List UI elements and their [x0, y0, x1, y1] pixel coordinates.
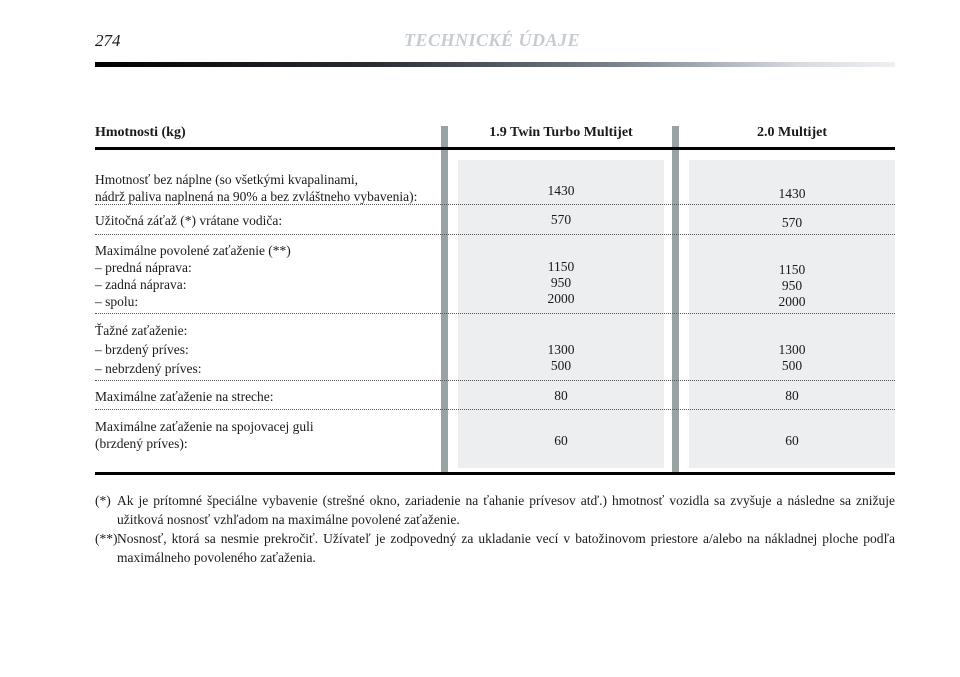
column-2-background: [689, 160, 895, 468]
column-1-background: [458, 160, 664, 468]
row-label-ball-load: Maximálne zaťaženie na spojovacej guli (brzdený príves):: [95, 419, 314, 451]
row-divider: [95, 204, 895, 205]
row-value-max-load-col1: 1150 950 2000: [547, 259, 575, 306]
row-value-roof-load-col2: 80: [785, 388, 799, 403]
table-bottom-rule: [95, 472, 895, 475]
footnote-1: [95, 491, 895, 529]
table-header-col2: 2.0 Multijet: [757, 125, 827, 140]
footnote-2-mark: (**): [95, 531, 118, 546]
chapter-title: TECHNICKÉ ÚDAJE: [404, 30, 581, 50]
row-label-max-load: Maximálne povolené zaťaženie (**) – predná náprava: – zadná náprava: – spolu:: [95, 243, 291, 309]
row-value-payload-col1: 570: [550, 212, 572, 227]
footnote-2: [95, 529, 895, 567]
row-value-towing-col2: 1300 500: [778, 342, 806, 373]
row-label-towing: Ťažné zaťaženie: – brzdený príves: – nebrzdený príves:: [95, 323, 202, 376]
row-divider: [95, 409, 895, 410]
column-separator-2: [672, 126, 679, 474]
column-separator-1: [441, 126, 448, 474]
row-value-empty-weight-col2: 1430: [778, 186, 806, 201]
table-header-label: Hmotnosti (kg): [95, 125, 186, 140]
table-header-col1: 1.9 Twin Turbo Multijet: [489, 125, 633, 140]
row-value-roof-load-col1: 80: [554, 388, 568, 403]
row-value-max-load-col2: 1150 950 2000: [778, 262, 806, 309]
page-number: 274: [95, 31, 121, 50]
footnotes: [95, 491, 895, 567]
header-gradient-rule: [95, 62, 895, 67]
row-value-ball-load-col1: 60: [554, 433, 568, 448]
row-label-payload: Užitočná záťaž (*) vrátane vodiča:: [95, 213, 283, 228]
row-label-empty-weight: Hmotnosť bez náplne (so všetkými kvapalinami, nádrž paliva naplnená na 90% a bez zvláštneho vybavenia):: [95, 172, 418, 204]
row-value-towing-col1: 1300 500: [547, 342, 575, 373]
footnote-2-text: Nosnosť, ktorá sa nesmie prekročiť. Užívateľ je zodpovedný za ukladanie vecí v batožinovom priestore a/alebo na nákladnej ploche podľa maximálneho povoleného zaťaženia.: [117, 531, 895, 565]
table-header-rule: [95, 147, 895, 150]
row-divider: [95, 313, 895, 314]
row-divider: [95, 234, 895, 235]
footnote-1-text: Ak je prítomné špeciálne vybavenie (strešné okno, zariadenie na ťahanie prívesov atď.) hmotnosť vozidla sa zvyšuje a následne sa znižuje užitková nosnosť vzhľadom na maximálne povolené zaťaženie.: [117, 493, 895, 527]
row-value-empty-weight-col1: 1430: [547, 183, 575, 198]
footnote-1-mark: (*): [95, 493, 111, 508]
row-value-payload-col2: 570: [781, 215, 803, 230]
row-label-roof-load: Maximálne zaťaženie na streche:: [95, 389, 274, 404]
row-value-ball-load-col2: 60: [785, 433, 799, 448]
row-divider: [95, 380, 895, 381]
